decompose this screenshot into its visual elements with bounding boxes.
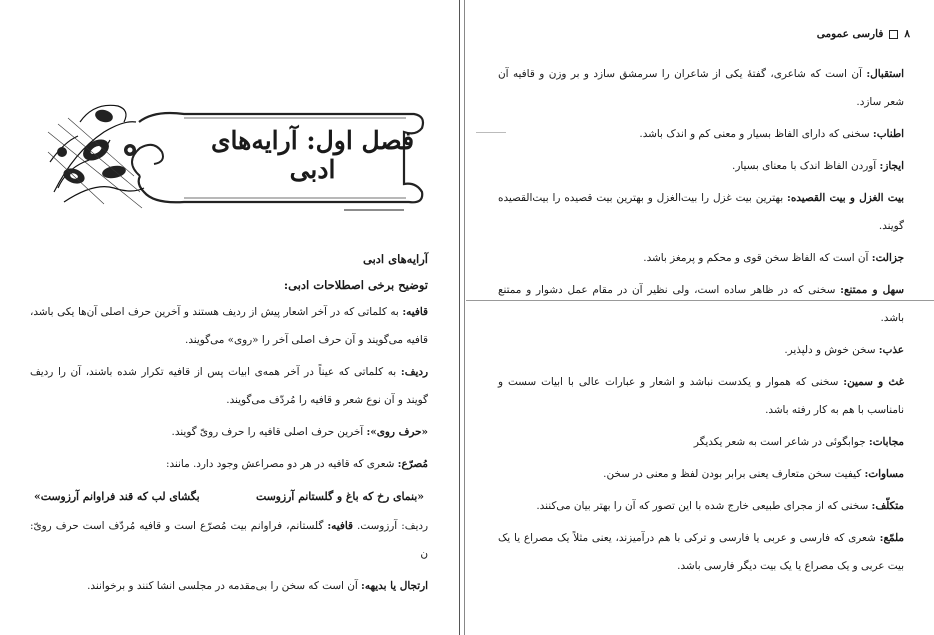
definition-text: کیفیت سخن متعارف یعنی برابر بودن لفظ و معنی در سخن. (603, 468, 865, 480)
definition-entry (30, 298, 428, 354)
definition-text: به کلماتی که در آخر اشعار پیش از ردیف هستند و آخرین حرف اصلی آن‌ها یکی باشد، قافیه می‌گویند و آن حرف اصلی آخر را «روی» می‌گویند. (30, 306, 428, 346)
definition-text: به کلماتی که عیناً در آخر همه‌ی ابیات پس از قافیه تکرار شده باشند، آن را ردیف گویند و آن نوع شعر و قافیه را مُردّف می‌گویند. (30, 366, 428, 406)
definition-term: استقبال: (866, 68, 904, 80)
scan-artifact (466, 300, 934, 301)
square-bullet-icon (889, 30, 898, 39)
left-page (0, 0, 458, 635)
definition-text: شعری که قافیه در هر دو مصراعش وجود دارد. مانند: (165, 458, 398, 470)
definition-term: قافیه: (402, 306, 428, 318)
definition-entry (498, 368, 904, 424)
definition-term: ردیف: (400, 366, 428, 378)
definition-text: شعری که فارسی و عربی یا فارسی و ترکی با هم درآمیزند، یعنی مثلاً یک مصراع یا یک بیت عربی و یک مصراع یا یک بیت دیگر فارسی باشد. (498, 532, 904, 572)
definition-text: سخنی که دارای الفاظ بسیار و معنی کم و اندک باشد. (639, 128, 873, 140)
running-title: فارسی عمومی (816, 28, 884, 40)
definition-term: اطناب: (872, 128, 904, 140)
definition-entry (30, 358, 428, 414)
definition-text: سخنی که از مجرای طبیعی خارج شده با این تصور که آن را بهتر بیان می‌کنند. (536, 500, 872, 512)
section-title: آرایه‌های ادبی (363, 252, 428, 266)
definition-entry (498, 524, 904, 580)
subsection-title: توضیح برخی اصطلاحات ادبی: (283, 278, 428, 292)
definition-text: جوابگوئی در شاعر است به شعر یکدیگر (693, 436, 869, 448)
scan-artifact (476, 132, 506, 133)
left-page-body (30, 246, 428, 604)
definition-text: آخرین حرف اصلی قافیه را حرف رویّ گویند. (171, 426, 367, 438)
definition-text: آن است که شاعری، گفتهٔ یکی از شاعران را سرمشق سازد و بر وزن و قافیه آن شعر سازد. (498, 68, 904, 108)
definition-text: آن است که الفاظ سخن قوی و محکم و پرمغز باشد. (643, 252, 872, 264)
definition-term: ارتجال یا بدیهه: (361, 580, 428, 592)
definition-entry (498, 492, 904, 520)
page-gutter-line (464, 0, 465, 635)
definition-entry (498, 336, 904, 364)
definition-term: ملمّع: (879, 532, 904, 544)
definition-entry (498, 152, 904, 180)
definition-term: بیت الغزل و بیت القصیده: (787, 192, 904, 204)
definition-text: گلستانم، فراوانم بیت مُصرّع است و قافیه مُردّف است حرف رویّ: ن (30, 520, 428, 560)
running-header (817, 28, 910, 40)
definition-text: آوردن الفاظ اندک با معنای بسیار. (732, 160, 880, 172)
definition-text: ردیف: آرزوست. (352, 520, 428, 532)
verse-hemistich-first: «بنمای رخ که باغ و گلستانم آرزوست (256, 490, 424, 503)
definition-entry (498, 120, 904, 148)
definition-term: ایجاز: (879, 160, 904, 172)
page-number: ۸ (904, 28, 910, 40)
chapter-title: فصل اول: آرایه‌های ادبی (210, 126, 415, 184)
definition-text: سخنی که در ظاهر ساده است، ولی نظیر آن در مقام عمل دشوار و ممتنع باشد. (498, 284, 904, 324)
definition-entry (498, 60, 904, 116)
definition-text: آن است که سخن را بی‌مقدمه در مجلسی انشا کنند و برخوانند. (87, 580, 362, 592)
definition-entry (30, 450, 428, 478)
definition-term: «حرف روی»: (366, 426, 428, 438)
definition-term: قافیه: (327, 520, 353, 532)
definition-entry (498, 276, 904, 332)
definition-term: عذب: (878, 344, 904, 356)
poem-verse (30, 482, 428, 512)
page-gutter-line (459, 0, 460, 635)
definition-term: مجابات: (868, 436, 904, 448)
definition-entry (30, 572, 428, 600)
definition-entry (498, 428, 904, 456)
definition-term: غث و سمین: (843, 376, 905, 388)
definition-entry (30, 512, 428, 568)
right-page-body (498, 60, 904, 584)
definition-entry (498, 244, 904, 272)
definition-entry (498, 184, 904, 240)
definition-term: متکلّف: (871, 500, 904, 512)
definition-entry (498, 460, 904, 488)
definition-term: مُصرّع: (397, 458, 428, 470)
definition-term: مساوات: (864, 468, 904, 480)
right-page (466, 0, 934, 635)
definition-term: جزالت: (871, 252, 904, 264)
definition-text: سخنی که هموار و یکدست نباشد و اشعار و عبارات عالی با ابیات سست و نامناسب با هم به کار رفته باشد. (498, 376, 904, 416)
definition-term: سهل و ممتنع: (840, 284, 904, 296)
verse-hemistich-second: بگشای لب که قند فراوانم آرزوست» (34, 490, 200, 503)
definition-text: سخن خوش و دلپذیر. (784, 344, 879, 356)
definition-text: بهترین بیت غزل را بیت‌الغزل و بهترین بیت قصیده را بیت‌القصیده گویند. (498, 192, 904, 232)
definition-entry (30, 418, 428, 446)
